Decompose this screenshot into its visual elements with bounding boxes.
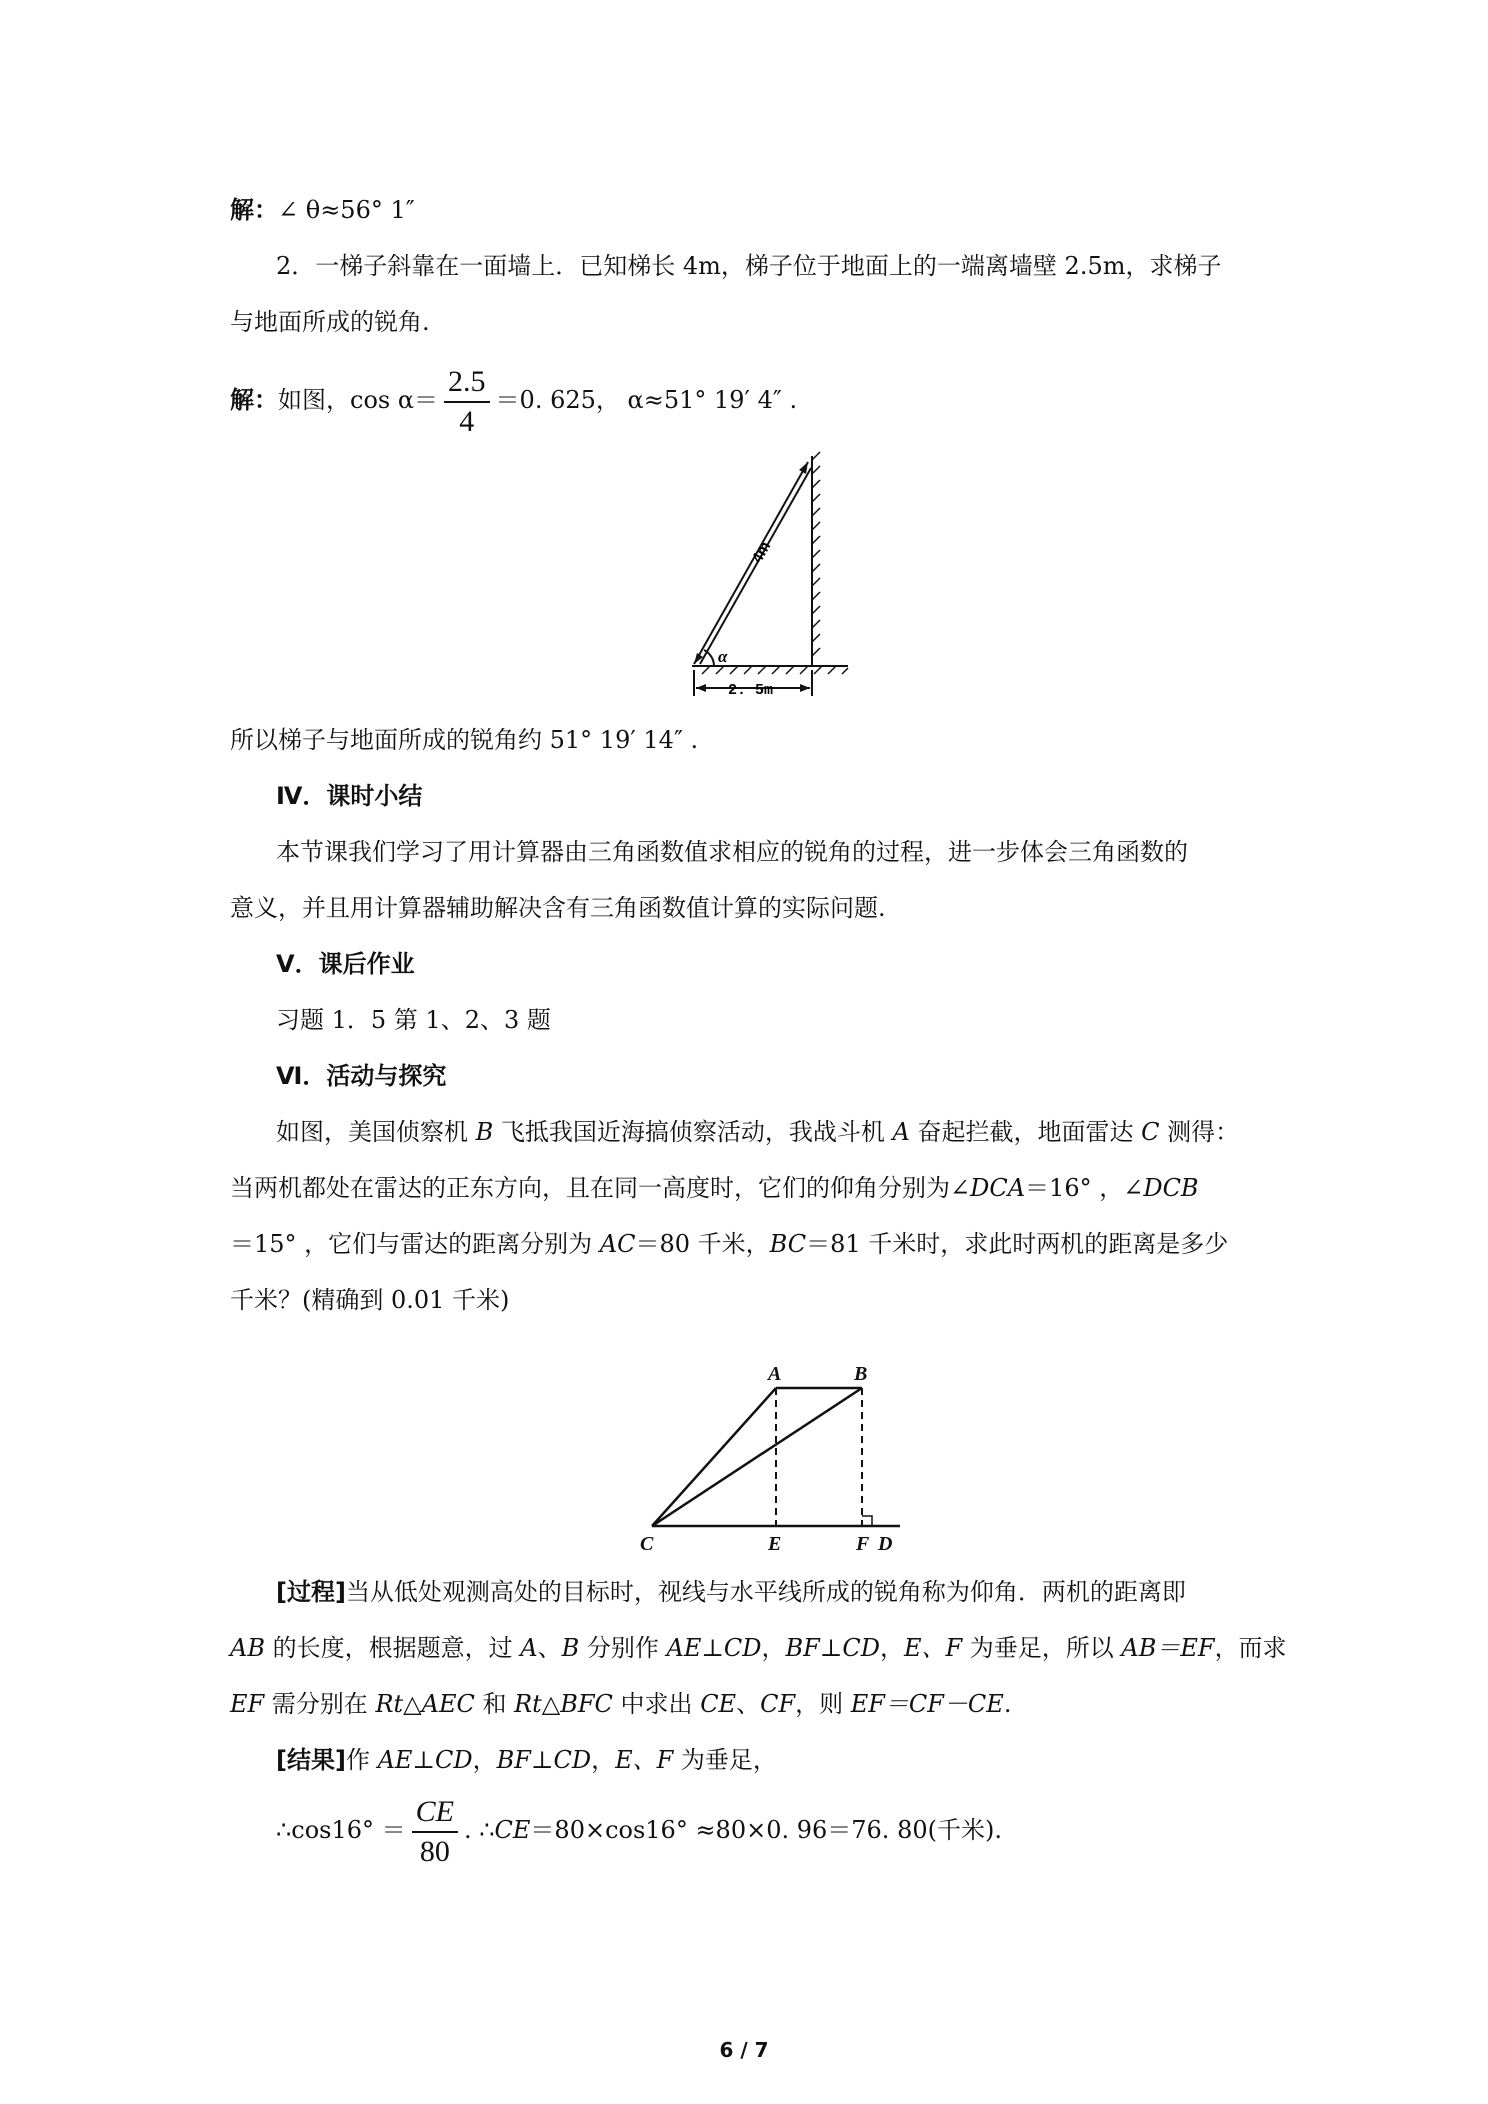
text-segment: 测得： — [1159, 1118, 1240, 1146]
ladder-figure — [680, 448, 860, 708]
process-line-1 — [276, 1576, 1186, 1608]
expr-ab-eq-ef: AB＝EF — [1121, 1634, 1215, 1662]
point-a-label: A — [768, 1363, 782, 1385]
section-heading-4: Ⅳ．课时小结 — [276, 782, 423, 810]
answer-label: 解： — [230, 386, 278, 414]
text-segment: ， — [591, 1746, 616, 1774]
fraction-numerator: CE — [412, 1793, 458, 1833]
text-segment: ，而求 — [1214, 1634, 1287, 1662]
text-segment: ＝80 千米， — [635, 1230, 770, 1258]
aircraft-figure — [630, 1358, 920, 1558]
conclusion-line: 所以梯子与地面所成的锐角约 51° 19′ 14″ . — [230, 726, 699, 754]
text-segment: ＝16° ，∠ — [1025, 1174, 1144, 1202]
expr-bf-perp-cd: BF⊥CD — [496, 1746, 592, 1774]
text-segment: 如图，美国侦察机 — [276, 1118, 476, 1146]
var-ce: CE — [494, 1816, 531, 1844]
text-segment: 奋起拦截，地面雷达 — [909, 1118, 1142, 1146]
point-e-label: E — [768, 1533, 782, 1555]
result-line-1 — [276, 1744, 777, 1776]
text-segment: 、 — [736, 1690, 761, 1718]
text-segment: . ∴ — [464, 1816, 495, 1844]
var-e-f: E、F — [903, 1634, 963, 1662]
expr-ae-perp-cd: AE⊥CD — [666, 1634, 762, 1662]
text-segment: ， — [879, 1634, 904, 1662]
text-segment: ， — [761, 1634, 786, 1662]
fraction-numerator: 2.5 — [444, 363, 490, 403]
text-segment: 中求出 — [612, 1690, 701, 1718]
var-dcb: DCB — [1143, 1174, 1199, 1202]
text-segment: ＝15° ，它们与雷达的距离分别为 — [230, 1230, 600, 1258]
point-d-label: D — [878, 1533, 893, 1555]
fraction — [444, 363, 490, 441]
text-segment: 为垂足，所以 — [962, 1634, 1122, 1662]
text-segment: 分别作 — [579, 1634, 667, 1662]
triangle-aec: Rt△AEC — [375, 1690, 475, 1718]
text-segment: ＝80×cos16° ≈80×0. 96＝76. 80(千米). — [530, 1816, 1002, 1844]
var-ac: AC — [599, 1230, 636, 1258]
text-segment: 当两机都处在雷达的正东方向，且在同一高度时，它们的仰角分别为∠ — [230, 1174, 971, 1202]
answer-label: 解： — [230, 196, 278, 224]
text-segment: 当从低处观测高处的目标时，视线与水平线所成的锐角称为仰角．两机的距离即 — [345, 1578, 1186, 1606]
var-ab: AB — [230, 1634, 265, 1662]
angle-label: α — [718, 647, 728, 666]
question-2-line-2: 与地面所成的锐角. — [230, 308, 430, 336]
text-segment: ＝81 千米时，求此时两机的距离是多少 — [806, 1230, 1229, 1258]
text-segment: 和 — [474, 1690, 515, 1718]
answer-text: ∠ θ≈56° 1″ — [278, 196, 415, 224]
text-segment: ， — [472, 1746, 497, 1774]
ground-distance-label: 2. 5m — [728, 682, 774, 699]
result-label: [结果] — [276, 1746, 346, 1774]
fraction-denominator: 80 — [419, 1834, 450, 1868]
point-b-label: B — [854, 1363, 868, 1385]
text-segment: 需分别在 — [264, 1690, 376, 1718]
fraction-denominator: 4 — [459, 404, 475, 438]
text-segment: 飞抵我国近海搞侦察活动，我战斗机 — [493, 1118, 893, 1146]
summary-line-1: 本节课我们学习了用计算器由三角函数值求相应的锐角的过程，进一步体会三角函数的 — [276, 838, 1188, 866]
text-segment: ∴cos16° ＝ — [276, 1816, 406, 1844]
ladder-length-label: 4m — [748, 538, 775, 566]
activity-line-1 — [276, 1116, 1239, 1148]
answer-line-1 — [230, 194, 415, 226]
expr-ae-perp-cd: AE⊥CD — [377, 1746, 473, 1774]
var-cf: CF — [760, 1690, 796, 1718]
section-heading-6: Ⅵ．活动与探究 — [276, 1062, 447, 1090]
text-segment: 作 — [345, 1746, 378, 1774]
var-a: A — [520, 1634, 538, 1662]
process-line-2 — [230, 1632, 1287, 1664]
var-dca: DCA — [970, 1174, 1026, 1202]
process-line-3 — [230, 1688, 1011, 1720]
var-a: A — [892, 1118, 910, 1146]
answer-pre: 如图，cos α＝ — [278, 386, 439, 414]
activity-line-3 — [230, 1228, 1228, 1260]
process-label: [过程] — [276, 1578, 346, 1606]
result-line-2 — [276, 1790, 1002, 1870]
text-segment: 的长度，根据题意，过 — [264, 1634, 521, 1662]
summary-line-2: 意义，并且用计算器辅助解决含有三角函数值计算的实际问题. — [230, 894, 886, 922]
triangle-bfc: Rt△BFC — [514, 1690, 613, 1718]
activity-line-2 — [230, 1172, 1199, 1204]
activity-line-4: 千米？(精确到 0.01 千米) — [230, 1286, 510, 1314]
var-e-f: E、F — [615, 1746, 674, 1774]
text-segment: . — [1003, 1690, 1012, 1718]
question-2-line-1: 2．一梯子斜靠在一面墙上．已知梯长 4m，梯子位于地面上的一端离墙壁 2.5m，求梯子 — [276, 252, 1222, 280]
point-c-label: C — [640, 1533, 654, 1555]
var-ef: EF — [230, 1690, 265, 1718]
answer-line-2 — [230, 360, 797, 440]
expr-ef-eq: EF＝CF－CE — [850, 1690, 1004, 1718]
point-f-label: F — [856, 1533, 870, 1555]
var-c: C — [1141, 1118, 1160, 1146]
text-segment: 、 — [537, 1634, 562, 1662]
var-b: B — [561, 1634, 580, 1662]
answer-post: ＝0. 625， α≈51° 19′ 4″ . — [495, 386, 798, 414]
var-ce: CE — [700, 1690, 737, 1718]
homework-line: 习题 1．5 第 1、2、3 题 — [276, 1006, 551, 1034]
fraction — [412, 1793, 458, 1871]
var-b: B — [475, 1118, 494, 1146]
section-heading-5: Ⅴ．课后作业 — [276, 950, 415, 978]
var-bc: BC — [769, 1230, 807, 1258]
expr-bf-perp-cd: BF⊥CD — [785, 1634, 880, 1662]
text-segment: ，则 — [795, 1690, 851, 1718]
text-segment: 为垂足， — [673, 1746, 777, 1774]
page-number: 6 / 7 — [719, 2038, 769, 2062]
